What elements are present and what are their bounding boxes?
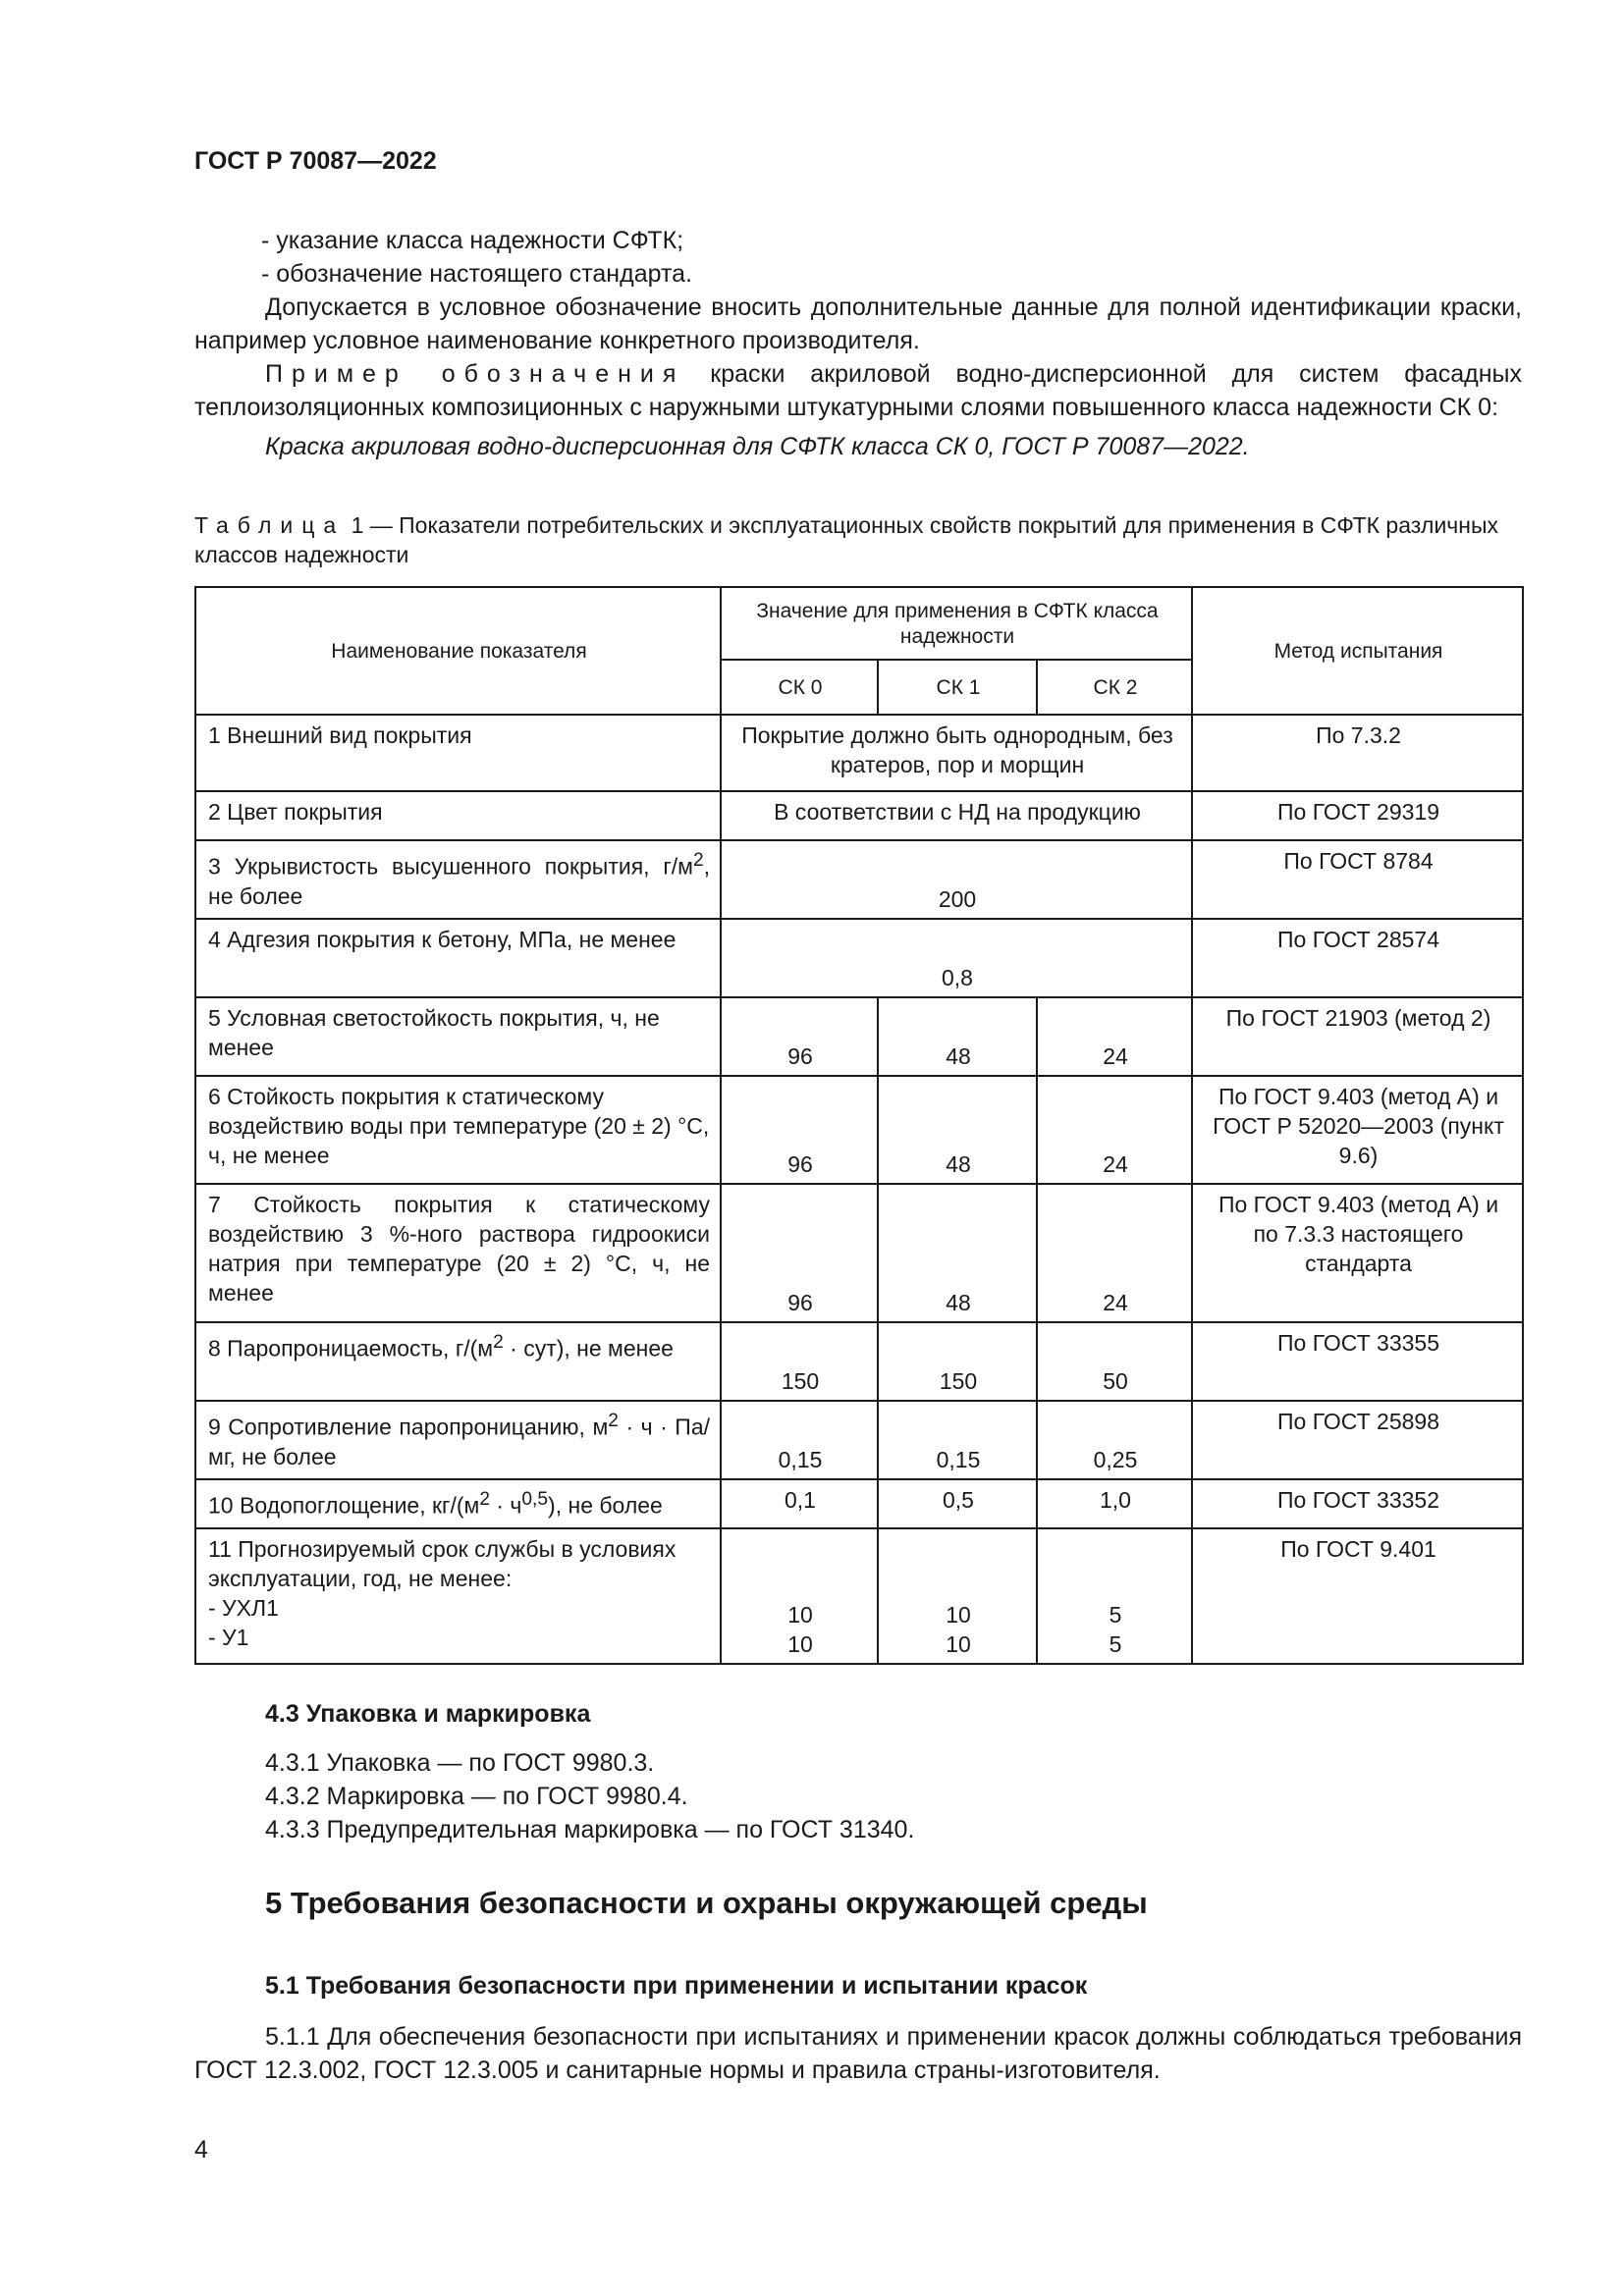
row-value-ck2: 24 — [1037, 997, 1192, 1076]
table-row — [195, 840, 1523, 919]
row-method: По ГОСТ 33355 — [1192, 1322, 1523, 1401]
table-row — [195, 997, 1523, 1076]
table-caption-label: Таблица — [194, 512, 346, 538]
row-method: По ГОСТ 25898 — [1192, 1401, 1523, 1479]
table-header-row — [195, 587, 1523, 660]
table-caption — [194, 510, 1522, 569]
header-name: Наименование показателя — [195, 587, 721, 715]
row-value-ck0: 150 — [721, 1322, 878, 1401]
section-5-1-title: 5.1 Требования безопасности при применении и испытании красок — [265, 1972, 1088, 2000]
row-value-ck0: 10 10 — [721, 1528, 878, 1664]
row-value-ck2: 24 — [1037, 1076, 1192, 1184]
row-name: 5 Условная светостойкость покрытия, ч, не менее — [195, 997, 721, 1076]
properties-table — [194, 586, 1524, 1665]
row-method: По ГОСТ 29319 — [1192, 791, 1523, 840]
row-value-ck2: 1,0 — [1037, 1479, 1192, 1528]
row-merged-value: 0,8 — [721, 919, 1192, 997]
header-ck0: СК 0 — [721, 660, 878, 715]
table-row — [195, 1076, 1523, 1184]
table-row — [195, 1401, 1523, 1479]
example-paragraph — [194, 357, 1522, 424]
row-name: 3 Укрывистость высушенного покрытия, $г/м^2$, не более — [195, 840, 721, 919]
header-ck1: СК 1 — [878, 660, 1037, 715]
row-method: По ГОСТ 9.403 (метод А) и ГОСТ Р 52020—2003 (пункт 9.6) — [1192, 1076, 1523, 1184]
example-label: Пример обозначения — [265, 360, 685, 388]
table-row — [195, 1479, 1523, 1528]
page-number: 4 — [194, 2136, 208, 2163]
paragraph: 5.1.1 Для обеспечения безопасности при испытаниях и применении красок должны соблюдаться требования ГОСТ 12.3.002, ГОСТ 12.3.005 и санитарные нормы и правила страны-изготовителя. — [194, 2023, 1522, 2084]
row-value-ck0: 96 — [721, 997, 878, 1076]
table-caption-text: 1 — Показатели потребительских и эксплуатационных свойств покрытий для применения в СФТК различных классов надежности — [194, 512, 1499, 567]
section-4-3-title: 4.3 Упаковка и маркировка — [265, 1700, 591, 1728]
row-value-ck0: 0,15 — [721, 1401, 878, 1479]
example-italic: Краска акриловая водно-дисперсионная для СФТК класса СК 0, ГОСТ Р 70087—2022. — [265, 433, 1250, 460]
example-text: краски акриловой водно-дисперсионной для систем фасадных теплоизоляционных композиционных с наружными штукатурными слоями повышенного класса надежности СК 0: — [194, 360, 1522, 421]
row-value-ck0: 96 — [721, 1076, 878, 1184]
list-item: 4.3.1 Упаковка — по ГОСТ 9980.3. — [265, 1749, 655, 1777]
row-value-ck2: 5 5 — [1037, 1528, 1192, 1664]
row-value-ck1: 0,5 — [878, 1479, 1037, 1528]
section-5-title: 5 Требования безопасности и охраны окружающей среды — [265, 1886, 1148, 1920]
list-item: 4.3.3 Предупредительная маркировка — по ГОСТ 31340. — [265, 1816, 915, 1843]
row-name: 4 Адгезия покрытия к бетону, МПа, не менее — [195, 919, 721, 997]
table-row — [195, 1184, 1523, 1322]
row-name: 11 Прогнозируемый срок службы в условиях эксплуатации, год, не менее: - УХЛ1 - У1 — [195, 1528, 721, 1664]
row-value-ck2: 0,25 — [1037, 1401, 1192, 1479]
row-merged-value: 200 — [721, 840, 1192, 919]
bullet-item: - обозначение настоящего стандарта. — [261, 260, 692, 288]
header-method: Метод испытания — [1192, 587, 1523, 715]
row-value-ck1: 10 10 — [878, 1528, 1037, 1664]
table-row — [195, 715, 1523, 791]
row-method: По 7.3.2 — [1192, 715, 1523, 791]
row-name: 8 Паропроницаемость, $г/(м^2 \cdot сут)$, не менее — [195, 1322, 721, 1401]
section-5-paragraph — [194, 2020, 1522, 2087]
row-value-ck1: 48 — [878, 1184, 1037, 1322]
row-value-ck0: 96 — [721, 1184, 878, 1322]
row-merged-value: Покрытие должно быть однородным, без кратеров, пор и морщин — [721, 715, 1192, 791]
row-name: 7 Стойкость покрытия к статическому воздействию 3 %-ного раствора гидроокиси натрия при температуре (20 ± 2) °С, ч, не менее — [195, 1184, 721, 1322]
row-value-ck1: 48 — [878, 1076, 1037, 1184]
table-row — [195, 1322, 1523, 1401]
row-method: По ГОСТ 9.403 (метод А) и по 7.3.3 настоящего стандарта — [1192, 1184, 1523, 1322]
table-row — [195, 791, 1523, 840]
row-name: 1 Внешний вид покрытия — [195, 715, 721, 791]
list-item: 4.3.2 Маркировка — по ГОСТ 9980.4. — [265, 1783, 688, 1810]
row-method: По ГОСТ 8784 — [1192, 840, 1523, 919]
row-value-ck0: 0,1 — [721, 1479, 878, 1528]
row-method: По ГОСТ 9.401 — [1192, 1528, 1523, 1664]
row-value-ck2: 50 — [1037, 1322, 1192, 1401]
row-name: 10 Водопоглощение, $кг/(м^2 \cdot ч^{0,5})$, не более — [195, 1479, 721, 1528]
table-row — [195, 919, 1523, 997]
row-name: 6 Стойкость покрытия к статическому воздействию воды при температуре (20 ± 2) °С, ч, не менее — [195, 1076, 721, 1184]
row-method: По ГОСТ 21903 (метод 2) — [1192, 997, 1523, 1076]
paragraph: Допускается в условное обозначение вносить дополнительные данные для полной идентификации краски, например условное наименование конкретного производителя. — [194, 294, 1522, 354]
row-value-ck1: 48 — [878, 997, 1037, 1076]
header-value-group: Значение для применения в СФТК класса надежности — [721, 587, 1192, 660]
row-name: 2 Цвет покрытия — [195, 791, 721, 840]
bullet-item: - указание класса надежности СФТК; — [261, 227, 684, 254]
row-merged-value: В соответствии с НД на продукцию — [721, 791, 1192, 840]
header-ck2: СК 2 — [1037, 660, 1192, 715]
row-method: По ГОСТ 33352 — [1192, 1479, 1523, 1528]
row-value-ck1: 0,15 — [878, 1401, 1037, 1479]
row-method: По ГОСТ 28574 — [1192, 919, 1523, 997]
row-name: 9 Сопротивление паропроницанию, $м^2 \cdot ч \cdot Па/мг$, не более — [195, 1401, 721, 1479]
intro-block — [194, 224, 1522, 463]
table-row — [195, 1528, 1523, 1664]
document-header: ГОСТ Р 70087—2022 — [194, 147, 437, 175]
row-value-ck1: 150 — [878, 1322, 1037, 1401]
row-value-ck2: 24 — [1037, 1184, 1192, 1322]
